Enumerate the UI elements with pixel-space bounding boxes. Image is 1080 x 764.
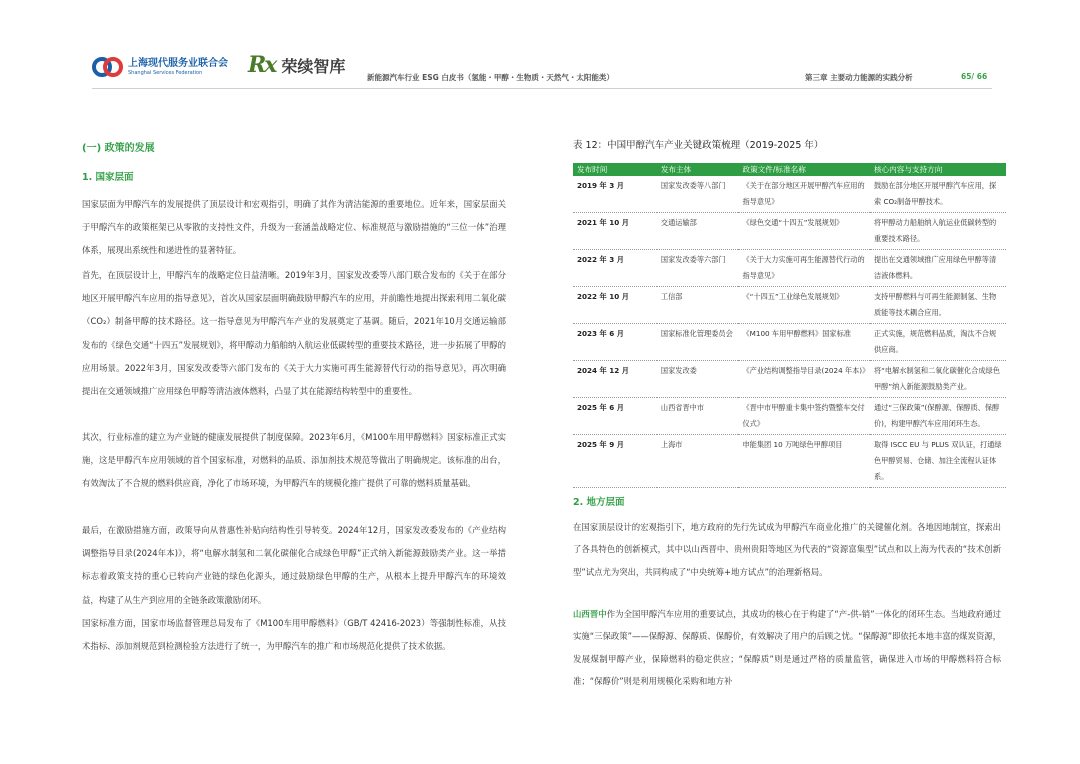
- table-caption: 表 12：中国甲醇汽车产业关键政策梳理（2019-2025 年）: [573, 140, 824, 151]
- paragraph: 国家层面为甲醇汽车的发展提供了顶层设计和宏观指引，明确了其作为清洁能源的重要地位。近年来，国家层面关于甲醇汽车的政策框架已从零散的支持性文件，升级为一套涵盖战略定位、标准规范与激励措施的“三位一体”治理体系，展现出系统性和递进性的显著特征。: [82, 199, 506, 256]
- table-cell-date: 2022 年 3 月: [573, 250, 657, 287]
- header-divider: [92, 88, 992, 89]
- table-cell-document: 《产业结构调整指导目录(2024 年本)》: [738, 361, 869, 398]
- table-cell-issuer: 国家发改委等八部门: [657, 176, 739, 213]
- table-row: [573, 398, 1006, 435]
- policy-table: [573, 163, 1006, 488]
- table-cell-date: 2021 年 10 月: [573, 213, 657, 250]
- chapter-title: 第三章 主要动力能源的实践分析: [805, 73, 913, 82]
- paragraph: 国家标准方面，国家市场监督管理总局发布了《M100车用甲醇燃料》（GB/T 42416-2023）等强制性标准，从技术指标、添加剂规范到检测检验方法进行了统一，为甲醇汽车的推广和市场规范化提供了技术依据。: [82, 618, 506, 652]
- table-cell-document: 《关于在部分地区开展甲醇汽车应用的指导意见》: [738, 176, 869, 213]
- paragraph-jinzhong: [573, 603, 1001, 693]
- table-row: [573, 435, 1006, 488]
- table-header-cell: 政策文件/标准名称: [738, 163, 869, 176]
- table-header-cell: 发布时间: [573, 163, 657, 176]
- table-cell-document: 《关于大力实施可再生能源替代行动的指导意见》: [738, 250, 869, 287]
- paragraph: 在国家顶层设计的宏观指引下，地方政府的先行先试成为甲醇汽车商业化推广的关键催化剂。各地因地制宜，探索出了各具特色的创新模式，其中以山西晋中、贵州贵阳等地区为代表的“资源富集型”试点和以上海为代表的“技术创新型”试点尤为突出，共同构成了“中央统筹+地方试点”的治理新格局。: [573, 522, 1001, 577]
- table-cell-issuer: 工信部: [657, 287, 739, 324]
- table-row: [573, 287, 1006, 324]
- table-header-row: [573, 163, 1006, 176]
- brand-mark: Rx: [248, 52, 276, 78]
- subsection-national-title: 1. 国家层面: [82, 172, 134, 183]
- table-cell-content: 通过“三保政策”(保醇源、保醇质、保醇价)，构建甲醇汽车应用闭环生态。: [870, 398, 1006, 435]
- table-cell-issuer: 国家标准化管理委员会: [657, 324, 739, 361]
- paragraph-text: 作为全国甲醇汽车应用的重要试点，其成功的核心在于构建了“产-供-销”一体化的闭环生态。当地政府通过实施“三保政策”——保醇源、保醇质、保醇价，有效解决了用户的后顾之忧。“保醇源”即依托本地丰富的煤炭资源，发展煤制甲醇产业，保障燃料的稳定供应；“保醇质”则是通过严格的质量监管，确保进入市场的甲醇燃料符合标准；“保醇价”则是利用规模化采购和地方补: [573, 609, 1002, 687]
- table-cell-content: 鼓励在部分地区开展甲醇汽车应用，探索 CO₂制备甲醇技术。: [870, 176, 1006, 213]
- brand-logo: [248, 52, 345, 78]
- table-cell-content: 将“电解水制氢和二氧化碳催化合成绿色甲醇”纳入新能源鼓励类产业。: [870, 361, 1006, 398]
- table-row: [573, 324, 1006, 361]
- section-title: (一) 政策的发展: [82, 143, 155, 154]
- table-header-cell: 发布主体: [657, 163, 739, 176]
- table-cell-issuer: 交通运输部: [657, 213, 739, 250]
- table-cell-date: 2025 年 9 月: [573, 435, 657, 488]
- table-row: [573, 213, 1006, 250]
- table-header-cell: 核心内容与支持方向: [870, 163, 1006, 176]
- paragraph: 其次，行业标准的建立为产业链的健康发展提供了制度保障。2023年6月，《M100车用甲醇燃料》国家标准正式实施，这是甲醇汽车应用领域的首个国家标准，对燃料的品质、添加剂技术规范等做出了明确规定。该标准的出台，有效淘汰了不合规的燃料供应商，净化了市场环境，为甲醇汽车的规模化推广提供了可靠的燃料质量基础。: [82, 432, 506, 489]
- table-cell-content: 提出在交通领域推广应用绿色甲醇等清洁液体燃料。: [870, 250, 1006, 287]
- table-cell-document: 《晋中市甲醇重卡集中签约暨整车交付仪式》: [738, 398, 869, 435]
- subsection-local-title: 2. 地方层面: [573, 497, 625, 508]
- table-row: [573, 361, 1006, 398]
- table-cell-content: 将甲醇动力船舶纳入航运业低碳转型的重要技术路径。: [870, 213, 1006, 250]
- table-cell-content: 支持甲醇燃料与可再生能源制氢、生物质能等技术耦合应用。: [870, 287, 1006, 324]
- federation-name-cn: 上海现代服务业联合会: [128, 57, 228, 69]
- table-cell-issuer: 上海市: [657, 435, 739, 488]
- federation-logo: [92, 54, 232, 80]
- table-cell-content: 正式实施，规范燃料品质，淘汰不合规供应商。: [870, 324, 1006, 361]
- brand-name: 荣续智库: [281, 56, 346, 76]
- table-cell-date: 2019 年 3 月: [573, 176, 657, 213]
- table-cell-content: 取得 ISCC EU 与 PLUS 双认证，打通绿色甲醇贸易、仓储、加注全流程认证体系。: [870, 435, 1006, 488]
- table-row: [573, 250, 1006, 287]
- highlight-jinzhong: 山西晋中: [573, 609, 607, 619]
- table-cell-date: 2024 年 12 月: [573, 361, 657, 398]
- table-cell-issuer: 国家发改委等六部门: [657, 250, 739, 287]
- table-cell-document: 《绿色交通“十四五”发展规划》: [738, 213, 869, 250]
- table-cell-document: 《“十四五”工业绿色发展规划》: [738, 287, 869, 324]
- paragraph: 最后，在激励措施方面，政策导向从普惠性补贴向结构性引导转变。2024年12月，国家发改委发布的《产业结构调整指导目录(2024年本)》，将“电解水制氢和二氧化碳催化合成绿色甲醇”正式纳入新能源鼓励类产业。这一举措标志着政策支持的重心已转向产业链的绿色化源头，通过鼓励绿色甲醇的生产，从根本上提升甲醇汽车的环境效益，构建了从生产到应用的全链条政策激励闭环。: [82, 525, 506, 605]
- table-cell-date: 2022 年 10 月: [573, 287, 657, 324]
- table-cell-issuer: 山西省晋中市: [657, 398, 739, 435]
- paragraph: 首先，在顶层设计上，甲醇汽车的战略定位日益清晰。2019年3月，国家发改委等八部门联合发布的《关于在部分地区开展甲醇汽车应用的指导意见》，首次从国家层面明确鼓励甲醇汽车的应用，并前瞻性地提出探索利用二氧化碳（CO₂）制备甲醇的技术路径。这一指导意见为甲醇汽车产业的发展奠定了基调。随后，2021年10月交通运输部发布的《绿色交通“十四五”发展规划》，将甲醇动力船舶纳入航运业低碳转型的重要技术路径，进一步拓展了甲醇的应用场景。2022年3月，国家发改委等六部门发布的《关于大力实施可再生能源替代行动的指导意见》，再次明确提出在交通领域推广应用绿色甲醇等清洁液体燃料，凸显了其在能源结构转型中的重要性。: [82, 270, 506, 397]
- table-row: [573, 176, 1006, 213]
- federation-emblem-icon: [92, 55, 124, 79]
- table-cell-document: 《M100 车用甲醇燃料》国家标准: [738, 324, 869, 361]
- table-cell-document: 申能集团 10 万吨绿色甲醇项目: [738, 435, 869, 488]
- table-cell-date: 2023 年 6 月: [573, 324, 657, 361]
- table-cell-date: 2025 年 6 月: [573, 398, 657, 435]
- page-number: 65/ 66: [961, 72, 988, 81]
- table-cell-issuer: 国家发改委: [657, 361, 739, 398]
- document-title: 新能源汽车行业 ESG 白皮书（氢能・甲醇・生物质・天然气・太阳能类）: [367, 73, 614, 82]
- federation-name-en: Shanghai Services Federation: [128, 69, 203, 76]
